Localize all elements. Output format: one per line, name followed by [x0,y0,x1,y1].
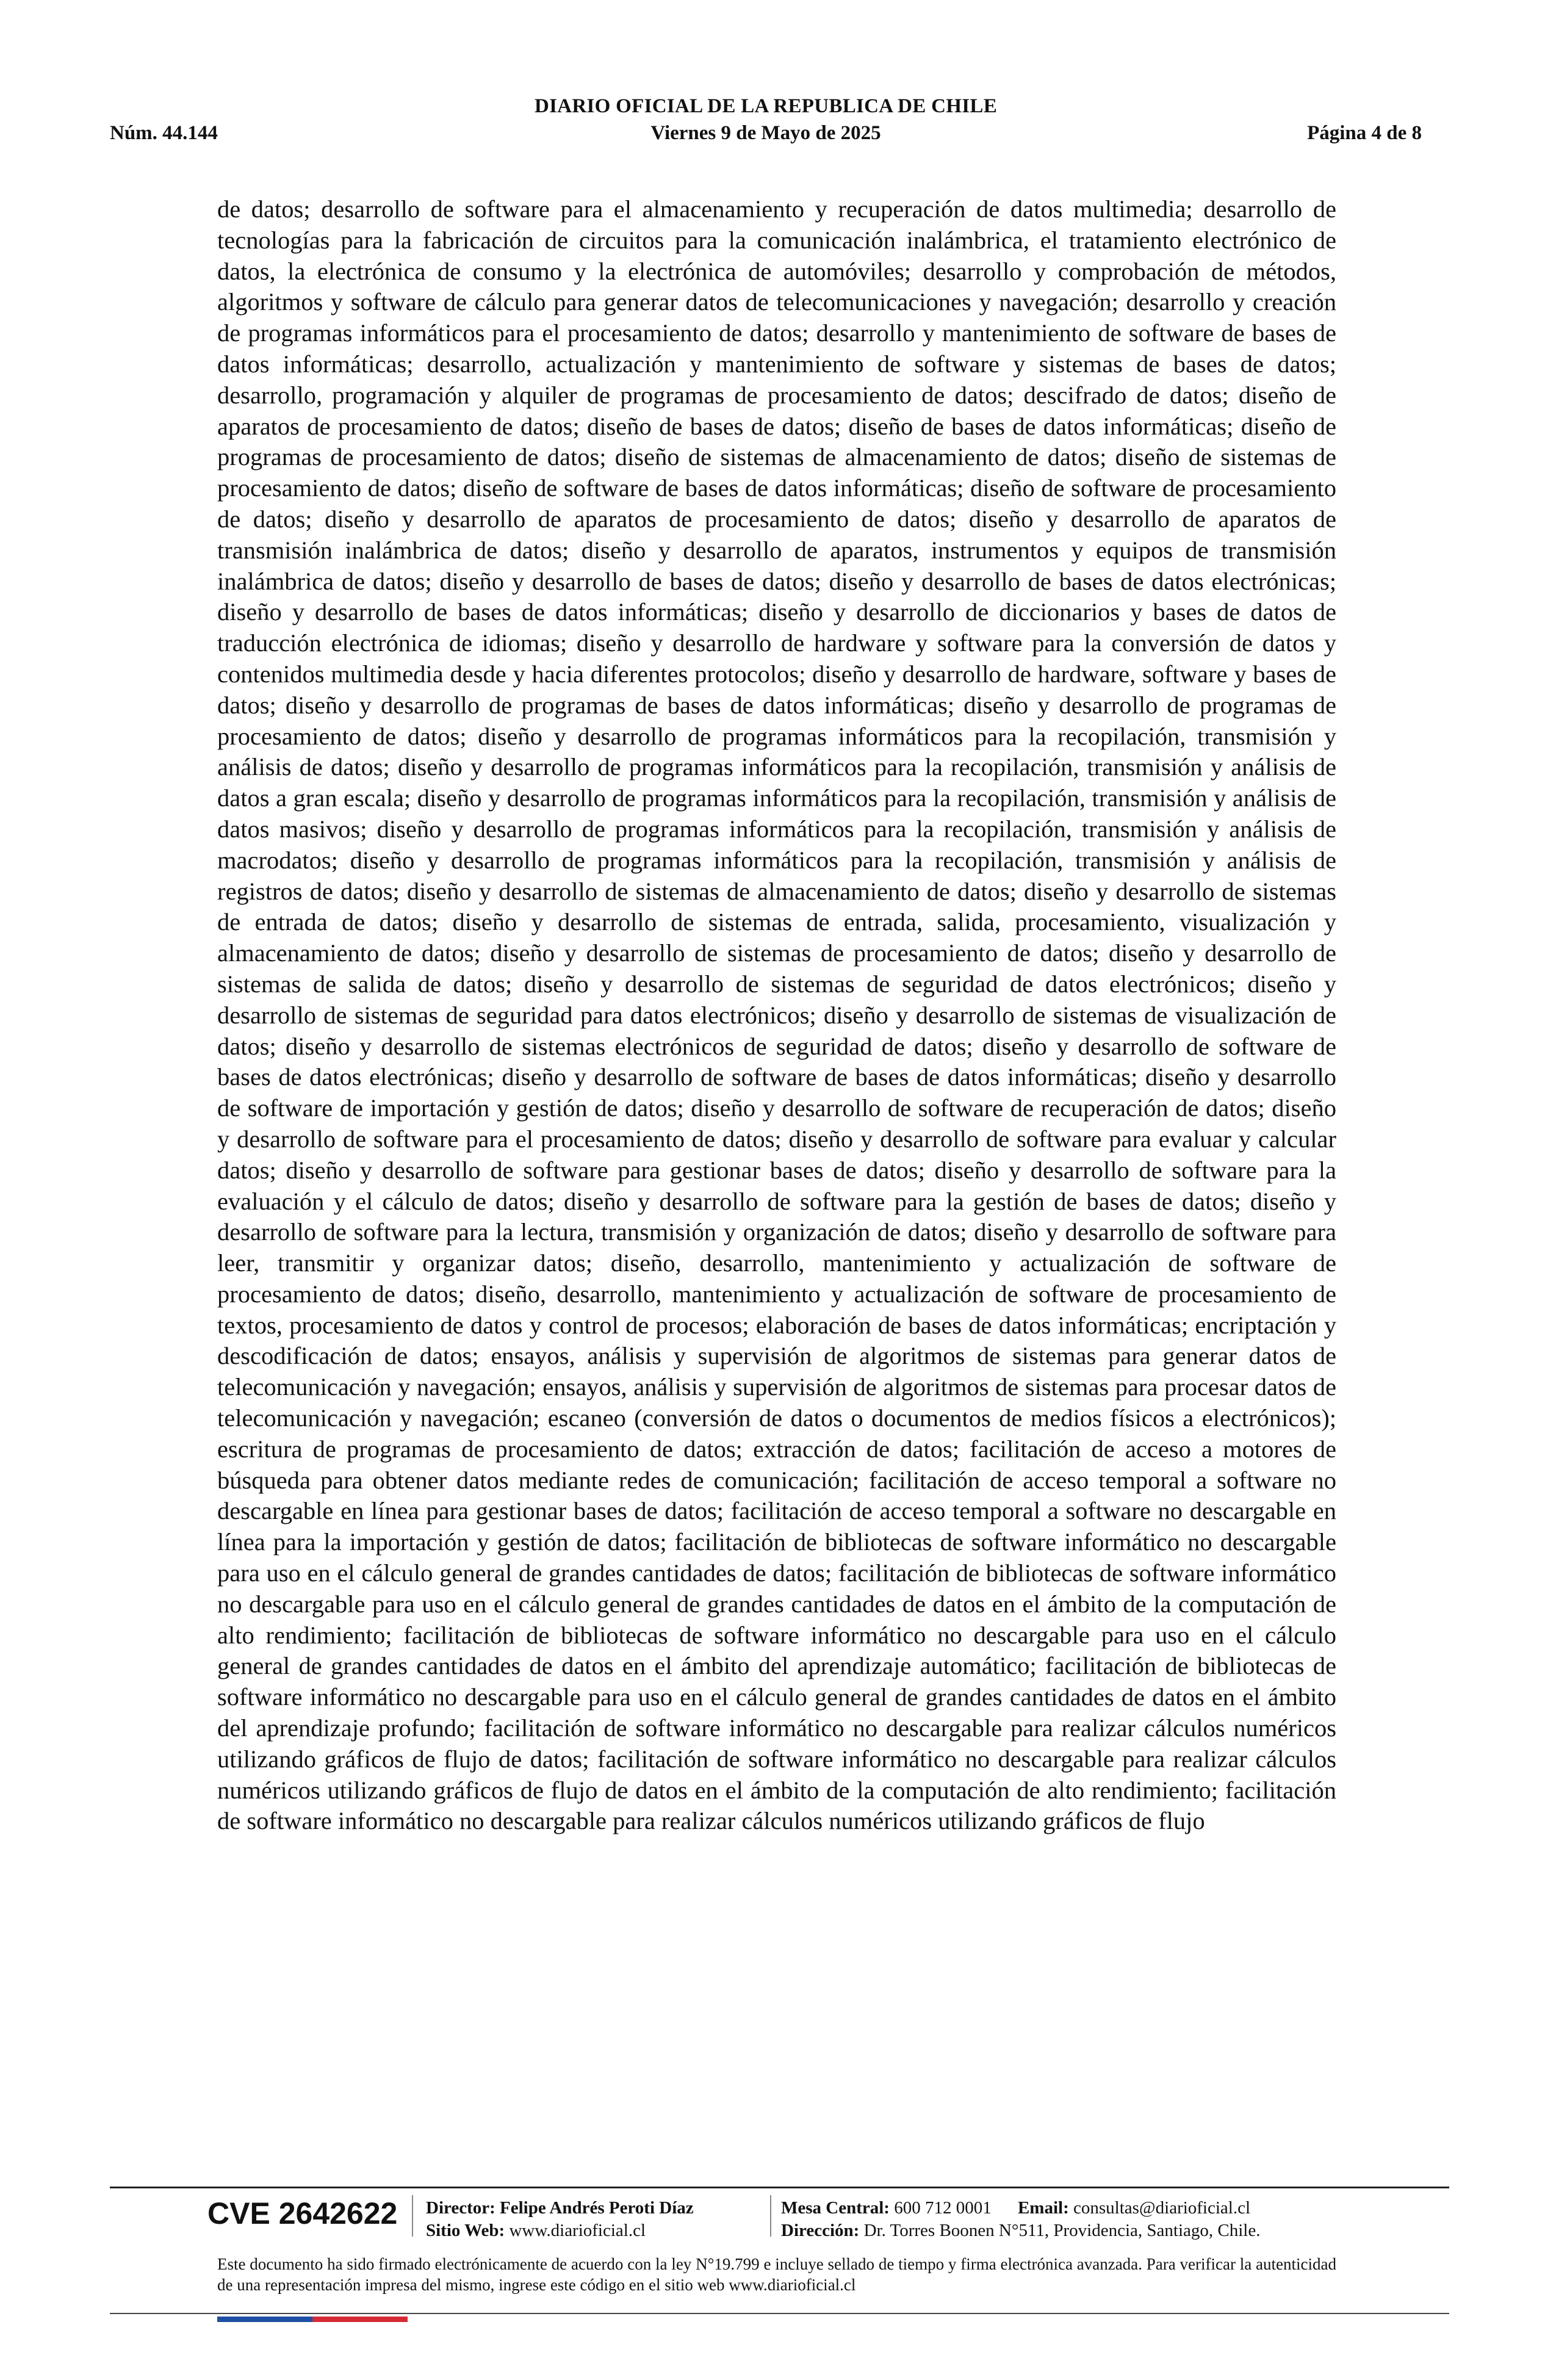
publication-title: DIARIO OFICIAL DE LA REPUBLICA DE CHILE [534,95,998,117]
address-label: Dirección: [781,2221,860,2240]
footer-separator [770,2195,771,2237]
footer-director-block [426,2197,694,2242]
footer-divider [110,2187,1449,2188]
flag-red-segment [312,2317,408,2322]
issue-number: Núm. 44.144 [110,122,218,144]
footer-separator [412,2195,413,2237]
footer-contact-block [781,2197,1260,2242]
page-indicator: Página 4 de 8 [1307,122,1422,144]
flag-blue-segment [217,2317,312,2322]
body-paragraph: de datos; desarrollo de software para el almacenamiento y recuperación de datos multimedia; desarrollo de tecnologías para la fabricación de circuitos para la comunicación inalámbrica, el tratamiento electrónico de datos, la electrónica de consumo y la electrónica de automóviles; desarrollo y comprobación de métodos, algoritmos y software de cálculo para generar datos de telecomunicaciones y navegación; desarrollo y creación de programas informáticos para el procesamiento de datos; desarrollo y mantenimiento de software de bases de datos informáticas; desarrollo, actualización y mantenimiento de software y sistemas de bases de datos; desarrollo, programación y alquiler de programas de procesamiento de datos; descifrado de datos; diseño de aparatos de procesamiento de datos; diseño de bases de datos; diseño de bases de datos informáticas; diseño de programas de procesamiento de datos; diseño de sistemas de almacenamiento de datos; diseño de sistemas de procesamiento de datos; diseño de software de bases de datos informáticas; diseño de software de procesamiento de datos; diseño y desarrollo de aparatos de procesamiento de datos; diseño y desarrollo de aparatos de transmisión inalámbrica de datos; diseño y desarrollo de aparatos, instrumentos y equipos de transmisión inalámbrica de datos; diseño y desarrollo de bases de datos; diseño y desarrollo de bases de datos electrónicas; diseño y desarrollo de bases de datos informáticas; diseño y desarrollo de diccionarios y bases de datos de traducción electrónica de idiomas; diseño y desarrollo de hardware y software para la conversión de datos y contenidos multimedia desde y hacia diferentes protocolos; diseño y desarrollo de hardware, software y bases de datos; diseño y desarrollo de programas de bases de datos informáticas; diseño y desarrollo de programas de procesamiento de datos; diseño y desarrollo de programas informáticos para la recopilación, transmisión y análisis de datos; diseño y desarrollo de programas informáticos para la recopilación, transmisión y análisis de datos a gran escala; diseño y desarrollo de programas informáticos para la recopilación, transmisión y análisis de datos masivos; diseño y desarrollo de programas informáticos para la recopilación, transmisión y análisis de macrodatos; diseño y desarrollo de programas informáticos para la recopilación, transmisión y análisis de registros de datos; diseño y desarrollo de sistemas de almacenamiento de datos; diseño y desarrollo de sistemas de entrada de datos; diseño y desarrollo de sistemas de entrada, salida, procesamiento, visualización y almacenamiento de datos; diseño y desarrollo de sistemas de procesamiento de datos; diseño y desarrollo de sistemas de salida de datos; diseño y desarrollo de sistemas de seguridad de datos electrónicos; diseño y desarrollo de sistemas de seguridad para datos electrónicos; diseño y desarrollo de sistemas de visualización de datos; diseño y desarrollo de sistemas electrónicos de seguridad de datos; diseño y desarrollo de software de bases de datos electrónicas; diseño y desarrollo de software de bases de datos informáticas; diseño y desarrollo de software de importación y gestión de datos; diseño y desarrollo de software de recuperación de datos; diseño y desarrollo de software para el procesamiento de datos; diseño y desarrollo de software para evaluar y calcular datos; diseño y desarrollo de software para gestionar bases de datos; diseño y desarrollo de software para la evaluación y el cálculo de datos; diseño y desarrollo de software para la gestión de bases de datos; diseño y desarrollo de software para la lectura, transmisión y organización de datos; diseño y desarrollo de software para leer, transmitir y organizar datos; diseño, desarrollo, mantenimiento y actualización de software de procesamiento de datos; diseño, desarrollo, mantenimiento y actualización de software de procesamiento de textos, procesamiento de datos y control de procesos; elaboración de bases de datos informáticas; encriptación y descodificación de datos; ensayos, análisis y supervisión de algoritmos de sistemas para generar datos de telecomunicación y navegación; ensayos, análisis y supervisión de algoritmos de sistemas para procesar datos de telecomunicación y navegación; escaneo (conversión de datos o documentos de medios físicos a electrónicos); escritura de programas de procesamiento de datos; extracción de datos; facilitación de acceso a motores de búsqueda para obtener datos mediante redes de comunicación; facilitación de acceso temporal a software no descargable en línea para gestionar bases de datos; facilitación de acceso temporal a software no descargable en línea para la importación y gestión de datos; facilitación de bibliotecas de software informático no descargable para uso en el cálculo general de grandes cantidades de datos; facilitación de bibliotecas de software informático no descargable para uso en el cálculo general de grandes cantidades de datos en el ámbito de la computación de alto rendimiento; facilitación de bibliotecas de software informático no descargable para uso en el cálculo general de grandes cantidades de datos en el ámbito del aprendizaje automático; facilitación de bibliotecas de software informático no descargable para uso en el cálculo general de grandes cantidades de datos en el ámbito del aprendizaje profundo; facilitación de software informático no descargable para realizar cálculos numéricos utilizando gráficos de flujo de datos; facilitación de software informático no descargable para realizar cálculos numéricos utilizando gráficos de flujo de datos en el ámbito de la computación de alto rendimiento; facilitación de software informático no descargable para realizar cálculos numéricos utilizando gráficos de flujo [217,195,1336,1835]
phone-number: 600 712 0001 [894,2198,992,2218]
electronic-signature-notice: Este documento ha sido firmado electrónicamente de acuerdo con la ley N°19.799 e incluye sellado de tiempo y firma electrónica avanzada. Para verificar la autenticidad de una representación impresa del mismo, ingrese este código en el sitio web www.diarioficial.cl [217,2255,1336,2294]
director-label: Director: [426,2198,495,2218]
director-name: Felipe Andrés Peroti Díaz [500,2198,694,2218]
footer-bottom-rule [110,2313,1449,2314]
site-label: Sitio Web: [426,2221,505,2240]
cve-code: CVE 2642622 [207,2196,398,2230]
chile-flag-stripe [217,2317,408,2322]
page-header [110,92,1422,153]
phone-label: Mesa Central: [781,2198,890,2218]
email-link[interactable]: consultas@diarioficial.cl [1073,2198,1251,2218]
site-link[interactable]: www.diarioficial.cl [509,2221,646,2240]
address-value: Dr. Torres Boonen N°511, Providencia, Santiago, Chile. [863,2221,1261,2240]
email-label: Email: [1017,2198,1069,2218]
publication-date: Viernes 9 de Mayo de 2025 [650,122,881,144]
